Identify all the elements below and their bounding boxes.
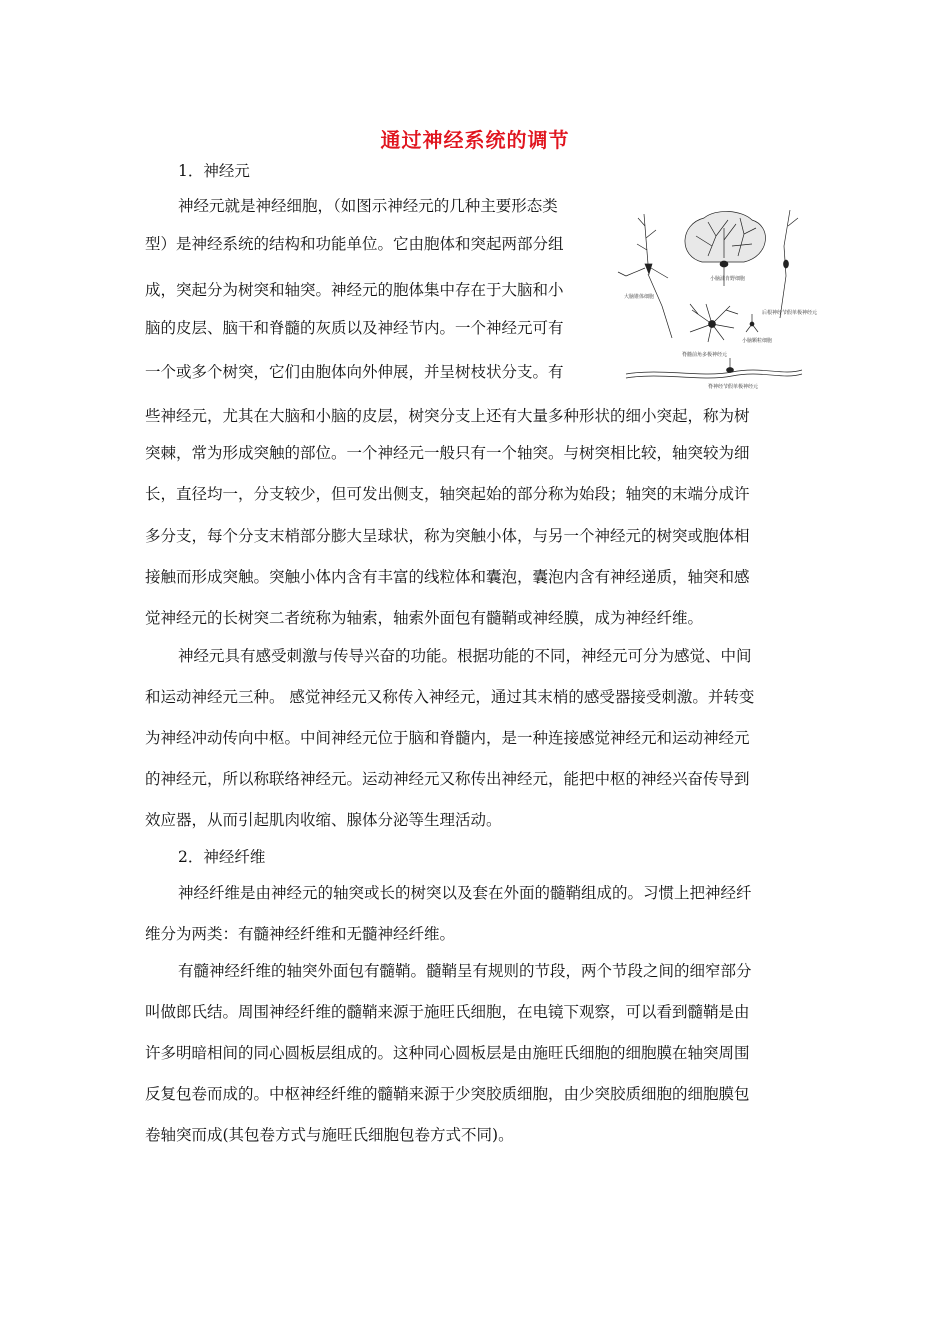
paragraph-line: 维分为两类：有髓神经纤维和无髓神经纤维。	[145, 925, 456, 943]
section-heading: 1．神经元	[178, 162, 250, 180]
paragraph-line: 许多明暗相间的同心圆板层组成的。这种同心圆板层是由施旺氏细胞的细胞膜在轴突周围	[145, 1044, 750, 1062]
paragraph-line: 神经元具有感受刺激与传导兴奋的功能。根据功能的不同，神经元可分为感觉、中间	[178, 647, 752, 665]
paragraph-line: 突棘，常为形成突触的部位。一个神经元一般只有一个轴突。与树突相比较，轴突较为细	[145, 444, 750, 462]
pyramidal-neuron-drawing	[618, 214, 672, 338]
paragraph-line: 一个或多个树突，它们由胞体向外伸展，并呈树枝状分支。有	[145, 363, 564, 381]
caption-pyramidal: 大脑锥体细胞	[624, 294, 655, 300]
paragraph-line: 接触而形成突触。突触小体内含有丰富的线粒体和囊泡，囊泡内含有神经递质，轴突和感	[145, 568, 750, 586]
caption-multipolar: 脊髓前角多极神经元	[682, 352, 728, 358]
paragraph-line: 成，突起分为树突和轴突。神经元的胞体集中存在于大脑和小	[145, 281, 564, 299]
page-title: 通过神经系统的调节	[380, 128, 570, 152]
paragraph-line: 多分支，每个分支末梢部分膨大呈球状，称为突触小体，与另一个神经元的树突或胞体相	[145, 527, 750, 545]
paragraph-line: 为神经冲动传向中枢。中间神经元位于脑和脊髓内，是一种连接感觉神经元和运动神经元	[145, 729, 750, 747]
caption-spinal-ganglion: 脊神经节假单极神经元	[708, 384, 759, 390]
paragraph-line: 效应器，从而引起肌肉收缩、腺体分泌等生理活动。	[145, 811, 502, 829]
paragraph-line: 反复包卷而成的。中枢神经纤维的髓鞘来源于少突胶质细胞，由少突胶质细胞的细胞膜包	[145, 1085, 750, 1103]
neuron-illustration	[612, 206, 818, 390]
paragraph-line: 觉神经元的长树突二者统称为轴索，轴索外面包有髓鞘或神经膜，成为神经纤维。	[145, 609, 704, 627]
section-heading: 2．神经纤维	[178, 848, 266, 866]
paragraph-line: 卷轴突而成(其包卷方式与施旺氏细胞包卷方式不同)。	[145, 1126, 514, 1144]
paragraph-line: 神经纤维是由神经元的轴突或长的树突以及套在外面的髓鞘组成的。习惯上把神经纤	[178, 884, 752, 902]
granule-neuron-drawing	[746, 314, 758, 332]
caption-dorsal-root: 后根神经节假单极神经元	[762, 310, 818, 316]
paragraph-line: 神经元就是神经细胞，（如图示神经元的几种主要形态类	[178, 197, 558, 215]
caption-purkinje: 小脑浦肯野细胞	[710, 276, 746, 282]
pseudounipolar-neuron-drawing	[626, 358, 802, 378]
paragraph-line: 的神经元，所以称联络神经元。运动神经元又称传出神经元，能把中枢的神经兴奋传导到	[145, 770, 750, 788]
caption-granule: 小脑颗粒细胞	[742, 338, 773, 344]
paragraph-line: 型）是神经系统的结构和功能单位。它由胞体和突起两部分组	[145, 235, 564, 253]
paragraph-line: 长，直径均一，分支较少，但可发出侧支，轴突起始的部分称为始段；轴突的末端分成许	[145, 485, 750, 503]
paragraph-line: 脑的皮层、脑干和脊髓的灰质以及神经节内。一个神经元可有	[145, 319, 564, 337]
neuron-types-figure	[612, 206, 818, 390]
paragraph-line: 些神经元，尤其在大脑和小脑的皮层，树突分支上还有大量多种形状的细小突起，称为树	[145, 407, 750, 425]
multipolar-neuron-drawing	[690, 304, 738, 342]
purkinje-neuron-drawing	[685, 211, 765, 286]
long-neuron-drawing	[780, 210, 798, 318]
paragraph-line: 和运动神经元三种。 感觉神经元又称传入神经元，通过其末梢的感受器接受刺激。并转变	[145, 688, 755, 706]
paragraph-line: 叫做郎氏结。周围神经纤维的髓鞘来源于施旺氏细胞，在电镜下观察，可以看到髓鞘是由	[145, 1003, 750, 1021]
paragraph-line: 有髓神经纤维的轴突外面包有髓鞘。髓鞘呈有规则的节段，两个节段之间的细窄部分	[178, 962, 752, 980]
